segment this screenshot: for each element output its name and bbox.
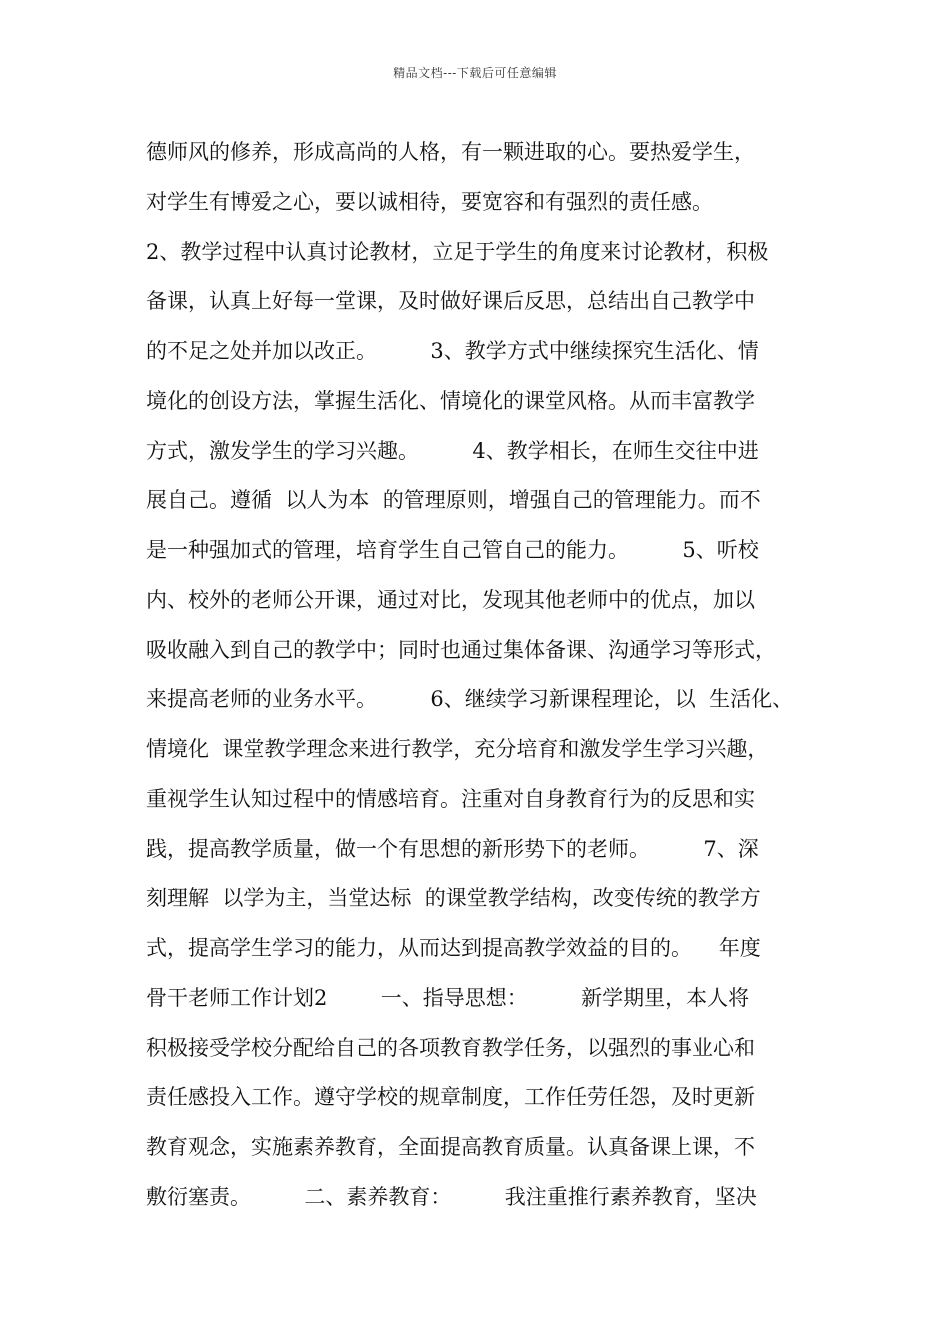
text-line: 重视学生认知过程中的情感培育。注重对自身教育行为的反思和实: [146, 786, 755, 811]
text-line: 德师风的修养，形成高尚的人格，有一颗进取的心。要热爱学生，: [146, 140, 755, 164]
page-header: 精品文档---下载后可任意编辑: [393, 66, 557, 80]
text-line: 教育观念，实施素养教育，全面提高教育质量。认真备课上课，不: [146, 1135, 755, 1159]
text-line: 对学生有博爱之心，要以诚相待，要宽容和有强烈的责任感。: [146, 189, 713, 214]
text-line: 是一种强加式的管理，培育学生自己管自己的能力。 5、听校: [146, 538, 759, 562]
text-line: 境化的创设方法，掌握生活化、情境化的课堂风格。从而丰富教学: [146, 388, 755, 413]
text-line: 积极接受学校分配给自己的各项教育教学任务，以强烈的事业心和: [146, 1035, 755, 1060]
text-line: 吸收融入到自己的教学中；同时也通过集体备课、沟通学习等形式，: [146, 637, 776, 662]
document-body: [146, 128, 836, 1223]
text-line: 备课，认真上好每一堂课，及时做好课后反思，总结出自己教学中: [146, 289, 755, 314]
text-line: 2、教学过程中认真讨论教材，立足于学生的角度来讨论教材，积极: [146, 239, 769, 264]
text-line: 责任感投入工作。遵守学校的规章制度，工作任劳任怨，及时更新: [146, 1085, 755, 1110]
text-line: 刻理解 以学为主，当堂达标 的课堂教学结构，改变传统的教学方: [146, 886, 761, 911]
text-line: 方式，激发学生的学习兴趣。 4、教学相长，在师生交往中进: [146, 438, 759, 463]
text-line: 情境化 课堂教学理念来进行教学，充分培育和激发学生学习兴趣，: [146, 737, 769, 761]
text-line: 内、校外的老师公开课，通过对比，发现其他老师中的优点，加以: [146, 587, 755, 612]
text-line: 敷衍塞责。 二、素养教育： 我注重推行素养教育，坚决: [146, 1184, 757, 1209]
text-line: 骨干老师工作计划2 一、指导思想： 新学期里，本人将: [146, 985, 750, 1010]
text-line: 式，提高学生学习的能力，从而达到提高教学效益的目的。 年度: [146, 936, 761, 960]
text-line: 践，提高教学质量，做一个有思想的新形势下的老师。 7、深: [146, 836, 759, 861]
text-line: 展自己。遵循 以人为本 的管理原则，增强自己的管理能力。而不: [146, 488, 761, 513]
text-line: 的不足之处并加以改正。 3、教学方式中继续探究生活化、情: [146, 339, 759, 363]
text-line: 来提高老师的业务水平。 6、继续学习新课程理论，以 生活化、: [146, 687, 794, 712]
